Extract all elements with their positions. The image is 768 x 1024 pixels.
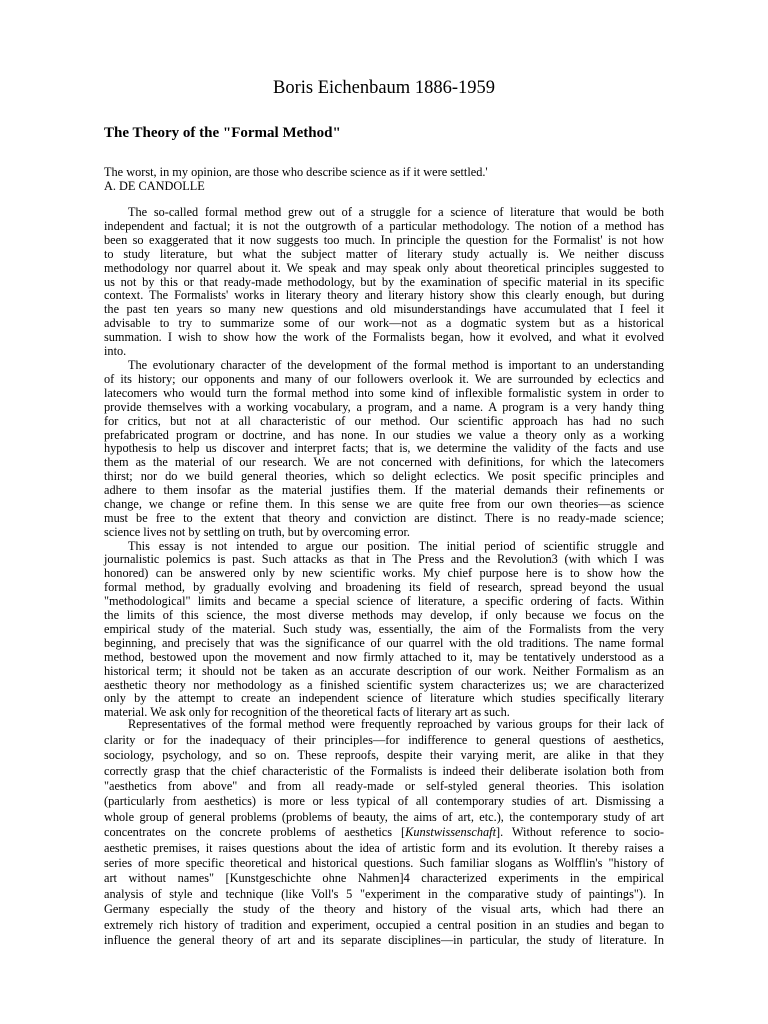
text-line: for critics, but not at all characteristic of our method. Our scientific approach has had no such xyxy=(104,413,664,428)
text-line: This essay is not intended to argue our position. The initial period of scientific struggle and xyxy=(128,538,664,553)
text-line: them as the material of our research. We are not concerned with definitions, for which the latecomers xyxy=(104,455,664,470)
text-line: been so exaggerated that it now suggests too much. In principle the question for the Formalist' is not how xyxy=(104,232,664,247)
text-line: honored) can be answered only by new scientific works. My chief purpose here is to show how the xyxy=(104,566,664,581)
text-line: advisable to try to summarize some of our work—not as a dogmatic system but as a historical xyxy=(104,316,664,331)
paragraph xyxy=(104,717,664,948)
text-line: series of more specific theoretical and historical questions. Such familiar slogans as Wolfflin's "history of xyxy=(104,855,664,870)
text-line: correctly grasp that the chief characteristic of the Formalists is indeed their deliberate isolation both from xyxy=(104,763,664,778)
text-line: Representatives of the formal method were frequently reproached by various groups for their lack of xyxy=(128,717,664,732)
text-line: change, we change or refine them. In this sense we are quite free from our own theories—as science xyxy=(104,497,664,512)
text-line: the past ten years so many new questions and old misunderstandings have accumulated that I feel it xyxy=(104,302,664,317)
epigraph-attribution: A. DE CANDOLLE xyxy=(104,179,205,193)
text-line: thirst; nor do we build general theories, which so delight eclectics. We posit specific principles and xyxy=(104,469,664,484)
text-line: (particularly from aesthetics) is more or less typical of all contemporary studies of art. Dismissing a xyxy=(104,794,664,809)
text-segment: ]. Without reference to socio- xyxy=(496,825,664,840)
epigraph-quote: The worst, in my opinion, are those who describe science as if it were settled.' xyxy=(104,165,488,179)
text-line: sociology, psychology, and so on. These reproofs, despite their varying merit, are alike in that they xyxy=(104,748,664,763)
text-line: must be free to the extent that theory and conviction are distinct. There is no ready-made science; xyxy=(104,510,664,525)
text-line: material. We ask only for recognition of the theoretical facts of literary art as such. xyxy=(104,705,510,720)
text-line: aesthetic theory nor methodology as a finished scientific system characterizes us; we are characterized xyxy=(104,677,664,692)
text-line: into. xyxy=(104,344,127,359)
text-line: The so-called formal method grew out of a struggle for a science of literature that would be both xyxy=(128,205,664,219)
text-line: summation. I wish to show how the work of the Formalists began, how it evolved, and what it evolved xyxy=(104,330,664,345)
text-line: methodology nor quarrel about it. We speak and may speak only about theoretical principles suggested to xyxy=(104,260,664,275)
text-line: beginning, and precisely that was the significance of our quarrel with the old traditions. The name formal xyxy=(104,635,664,650)
epigraph xyxy=(104,165,664,193)
paragraph xyxy=(104,206,664,359)
text-line: art without names" [Kunstgeschichte ohne Nahmen]4 characterized experiments in the empirical xyxy=(104,871,664,886)
text-line: influence the general theory of art and its separate disciplines—in particular, the study of literature. In xyxy=(104,932,664,947)
text-line: formal method, by gradually evolving and broadening its field of research, spread beyond the usual xyxy=(104,580,664,595)
text-line xyxy=(104,825,664,840)
text-line: whole group of general problems (problems of beauty, the aims of art, etc.), the contemporary study of art xyxy=(104,809,664,824)
text-line: latecomers who would turn the formal method into some kind of inflexible formalistic system in order to xyxy=(104,385,664,400)
text-segment: concentrates on the concrete problems of aesthetics [ xyxy=(104,825,406,840)
text-line: us not by this or that ready-made methodology, but by the examination of specific material in its specific xyxy=(104,274,664,289)
text-line: provide themselves with a working vocabulary, a program, and a name. A program is a very handy thing xyxy=(104,399,664,414)
text-line: aesthetic premises, it raises questions about the idea of artistic form and its evolution. It thereby raises a xyxy=(104,840,664,855)
text-line: of its history; our opponents and many of our followers overlook it. We are surrounded by eclectics and xyxy=(104,371,664,386)
text-line: empirical study of the material. Such study was, essentially, the aim of the Formalists from the very xyxy=(104,621,664,636)
paragraph xyxy=(104,359,664,540)
text-line: The evolutionary character of the development of the formal method is important to an understanding xyxy=(128,358,664,372)
text-line: to study literature, but what the subject matter of literary study actually is. We neither discuss xyxy=(104,246,664,261)
text-line: method, bestowed upon the movement and now firmly attached to it, may be tentatively understood as a xyxy=(104,649,664,664)
text-line: only by the attempt to create an independent science of literature which studies specifically literary xyxy=(104,691,664,706)
text-line: Germany especially the study of the theory and history of the visual arts, which had there an xyxy=(104,902,664,917)
text-line: analysis of style and technique (like Voll's 5 "experiment in the comparative study of paintings"). In xyxy=(104,886,664,901)
text-line: prefabricated program or doctrine, and has none. In our studies we value a theory only as a working xyxy=(104,427,664,442)
essay-title: The Theory of the "Formal Method" xyxy=(104,125,341,141)
text-line: the limits of this science, the most diverse methods may develop, if only because we focus on the xyxy=(104,608,664,623)
text-line: historical term; it should not be taken as an accurate description of our work. Neither Formalism as an xyxy=(104,663,664,678)
text-line: adhere to them insofar as the material justifies them. If the material demands their refinements or xyxy=(104,483,664,498)
text-line: "aesthetics from above" and from all ready-made or self-styled general theories. This isolation xyxy=(104,778,664,793)
text-line: independent and factual; it is not the outgrowth of a particular methodology. The notion of a method has xyxy=(104,218,664,233)
text-line: context. The Formalists' works in literary theory and literary history show this clearly enough, but during xyxy=(104,288,664,303)
text-line: "methodological" limits and became a special science of literature, a specific ordering of facts. Within xyxy=(104,594,664,609)
emphasis-term: Kunstwissenschaft xyxy=(405,825,496,840)
text-line: extremely rich history of tradition and experiment, occupied a central position in an studies and began to xyxy=(104,917,664,932)
paragraph xyxy=(104,540,664,721)
text-line: journalistic polemics is past. Such attacks as that in The Press and the Revolution3 (with which I was xyxy=(104,552,664,567)
author-heading: Boris Eichenbaum 1886-1959 xyxy=(273,78,495,98)
text-line: science lives not by settling on truth, but by overcoming error. xyxy=(104,524,410,539)
text-line: clarity or for the inadequacy of their principles—for indifference to general questions of aesthetics, xyxy=(104,732,664,747)
text-line: hypothesis to help us discover and interpret facts; that is, we determine the validity of the facts and use xyxy=(104,441,664,456)
